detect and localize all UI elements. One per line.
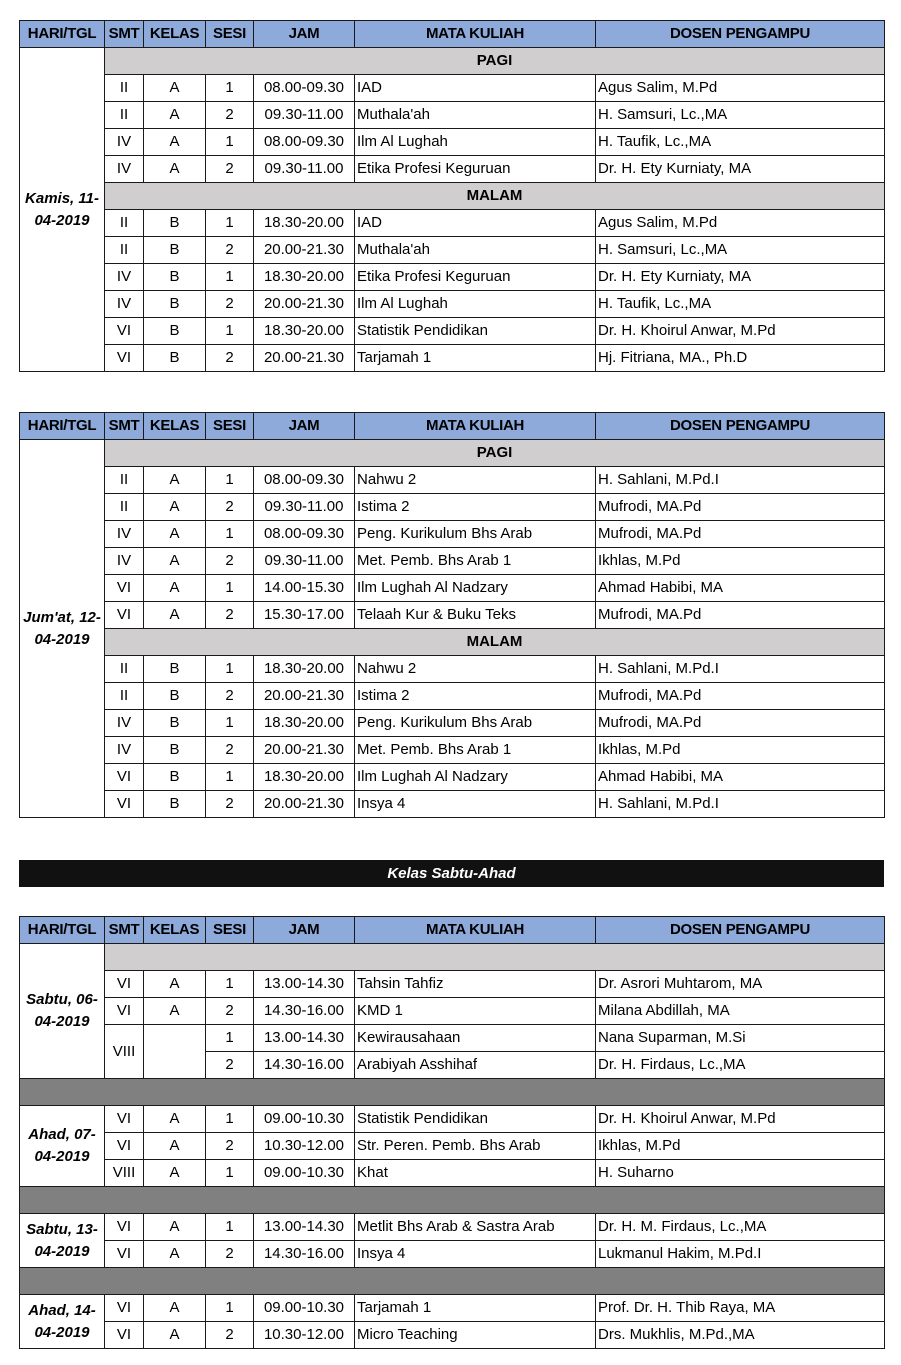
day-date-cell: Kamis, 11-04-2019 bbox=[20, 48, 105, 372]
table-row bbox=[20, 264, 885, 291]
cell-jam: 18.30-20.00 bbox=[254, 710, 355, 737]
cell-smt: VI bbox=[105, 1106, 144, 1133]
table-row bbox=[20, 75, 885, 102]
cell-dosen: Dr. H. Khoirul Anwar, M.Pd bbox=[596, 318, 885, 345]
cell-mata-kuliah: Micro Teaching bbox=[355, 1322, 596, 1349]
cell-sesi: 1 bbox=[206, 467, 254, 494]
cell-dosen: Mufrodi, MA.Pd bbox=[596, 494, 885, 521]
cell-kelas bbox=[144, 1025, 206, 1079]
cell-smt: IV bbox=[105, 548, 144, 575]
cell-sesi: 1 bbox=[206, 129, 254, 156]
cell-jam: 18.30-20.00 bbox=[254, 264, 355, 291]
cell-smt: IV bbox=[105, 129, 144, 156]
cell-mata-kuliah: KMD 1 bbox=[355, 998, 596, 1025]
cell-jam: 08.00-09.30 bbox=[254, 467, 355, 494]
header-hari-tgl: HARI/TGL bbox=[20, 917, 105, 944]
cell-mata-kuliah: IAD bbox=[355, 210, 596, 237]
header-dosen: DOSEN PENGAMPU bbox=[596, 21, 885, 48]
section-label-malam: MALAM bbox=[105, 183, 885, 210]
section-row-pagi bbox=[20, 48, 885, 75]
cell-mata-kuliah: Nahwu 2 bbox=[355, 656, 596, 683]
cell-mata-kuliah: Khat bbox=[355, 1160, 596, 1187]
cell-dosen: H. Suharno bbox=[596, 1160, 885, 1187]
cell-jam: 13.00-14.30 bbox=[254, 1214, 355, 1241]
cell-sesi: 1 bbox=[206, 656, 254, 683]
cell-mata-kuliah: Tarjamah 1 bbox=[355, 1295, 596, 1322]
cell-dosen: Mufrodi, MA.Pd bbox=[596, 521, 885, 548]
table-row bbox=[20, 521, 885, 548]
cell-smt: VI bbox=[105, 998, 144, 1025]
cell-smt: II bbox=[105, 683, 144, 710]
cell-mata-kuliah: Peng. Kurikulum Bhs Arab bbox=[355, 521, 596, 548]
separator-cell bbox=[20, 1079, 885, 1106]
cell-dosen: Dr. Asrori Muhtarom, MA bbox=[596, 971, 885, 998]
cell-sesi: 1 bbox=[206, 521, 254, 548]
cell-sesi: 2 bbox=[206, 1052, 254, 1079]
separator-row bbox=[20, 1268, 885, 1295]
header-dosen: DOSEN PENGAMPU bbox=[596, 917, 885, 944]
table-row bbox=[20, 1214, 885, 1241]
cell-kelas: A bbox=[144, 1241, 206, 1268]
table-row bbox=[20, 494, 885, 521]
cell-sesi: 1 bbox=[206, 210, 254, 237]
cell-jam: 13.00-14.30 bbox=[254, 1025, 355, 1052]
table-row bbox=[20, 656, 885, 683]
section-label-pagi: PAGI bbox=[105, 48, 885, 75]
cell-kelas: A bbox=[144, 102, 206, 129]
cell-smt: IV bbox=[105, 291, 144, 318]
cell-smt: II bbox=[105, 656, 144, 683]
cell-kelas: B bbox=[144, 791, 206, 818]
table-row bbox=[20, 237, 885, 264]
cell-mata-kuliah: Statistik Pendidikan bbox=[355, 318, 596, 345]
cell-mata-kuliah: Etika Profesi Keguruan bbox=[355, 156, 596, 183]
cell-sesi: 2 bbox=[206, 1322, 254, 1349]
cell-sesi: 1 bbox=[206, 575, 254, 602]
cell-sesi: 2 bbox=[206, 494, 254, 521]
table-body bbox=[20, 48, 885, 372]
table-row bbox=[20, 1133, 885, 1160]
cell-jam: 14.30-16.00 bbox=[254, 1241, 355, 1268]
cell-jam: 20.00-21.30 bbox=[254, 291, 355, 318]
cell-mata-kuliah: Nahwu 2 bbox=[355, 467, 596, 494]
cell-sesi: 1 bbox=[206, 75, 254, 102]
cell-jam: 08.00-09.30 bbox=[254, 75, 355, 102]
cell-smt: VI bbox=[105, 764, 144, 791]
cell-kelas: B bbox=[144, 683, 206, 710]
cell-jam: 09.30-11.00 bbox=[254, 548, 355, 575]
cell-smt: VI bbox=[105, 1295, 144, 1322]
header-jam: JAM bbox=[254, 917, 355, 944]
cell-dosen: Dr. H. Firdaus, Lc.,MA bbox=[596, 1052, 885, 1079]
cell-smt: VI bbox=[105, 1322, 144, 1349]
cell-mata-kuliah: Muthala'ah bbox=[355, 102, 596, 129]
table-row bbox=[20, 345, 885, 372]
cell-kelas: A bbox=[144, 998, 206, 1025]
cell-kelas: A bbox=[144, 1133, 206, 1160]
table-header-row bbox=[20, 917, 885, 944]
separator-row bbox=[20, 1187, 885, 1214]
section-row-pagi bbox=[20, 440, 885, 467]
cell-smt: IV bbox=[105, 737, 144, 764]
cell-kelas: B bbox=[144, 318, 206, 345]
cell-dosen: Agus Salim, M.Pd bbox=[596, 75, 885, 102]
cell-smt: VI bbox=[105, 971, 144, 998]
cell-mata-kuliah: Str. Peren. Pemb. Bhs Arab bbox=[355, 1133, 596, 1160]
cell-dosen: Agus Salim, M.Pd bbox=[596, 210, 885, 237]
cell-jam: 09.30-11.00 bbox=[254, 156, 355, 183]
cell-mata-kuliah: Telaah Kur & Buku Teks bbox=[355, 602, 596, 629]
cell-dosen: Ikhlas, M.Pd bbox=[596, 1133, 885, 1160]
cell-jam: 20.00-21.30 bbox=[254, 737, 355, 764]
cell-kelas: A bbox=[144, 1322, 206, 1349]
cell-sesi: 2 bbox=[206, 998, 254, 1025]
schedule-table-jumat bbox=[19, 412, 885, 818]
cell-dosen: Ikhlas, M.Pd bbox=[596, 737, 885, 764]
table-row bbox=[20, 467, 885, 494]
table-row bbox=[20, 291, 885, 318]
cell-smt: VI bbox=[105, 318, 144, 345]
cell-dosen: Ikhlas, M.Pd bbox=[596, 548, 885, 575]
cell-smt: II bbox=[105, 494, 144, 521]
cell-kelas: B bbox=[144, 710, 206, 737]
cell-sesi: 2 bbox=[206, 602, 254, 629]
cell-sesi: 1 bbox=[206, 764, 254, 791]
cell-kelas: B bbox=[144, 210, 206, 237]
cell-smt: VI bbox=[105, 1133, 144, 1160]
cell-smt: IV bbox=[105, 521, 144, 548]
day-date-cell: Ahad, 07-04-2019 bbox=[20, 1106, 105, 1187]
cell-smt: VIII bbox=[105, 1025, 144, 1079]
cell-dosen: Drs. Mukhlis, M.Pd.,MA bbox=[596, 1322, 885, 1349]
header-mata-kuliah: MATA KULIAH bbox=[355, 917, 596, 944]
cell-sesi: 2 bbox=[206, 291, 254, 318]
table-header-row bbox=[20, 413, 885, 440]
cell-dosen: H. Taufik, Lc.,MA bbox=[596, 291, 885, 318]
header-mata-kuliah: MATA KULIAH bbox=[355, 21, 596, 48]
cell-jam: 13.00-14.30 bbox=[254, 971, 355, 998]
cell-dosen: Mufrodi, MA.Pd bbox=[596, 683, 885, 710]
cell-jam: 08.00-09.30 bbox=[254, 129, 355, 156]
cell-dosen: Mufrodi, MA.Pd bbox=[596, 602, 885, 629]
section-label-pagi: PAGI bbox=[105, 440, 885, 467]
cell-jam: 09.00-10.30 bbox=[254, 1295, 355, 1322]
cell-mata-kuliah: Kewirausahaan bbox=[355, 1025, 596, 1052]
cell-dosen: Prof. Dr. H. Thib Raya, MA bbox=[596, 1295, 885, 1322]
cell-jam: 20.00-21.30 bbox=[254, 683, 355, 710]
cell-sesi: 1 bbox=[206, 1295, 254, 1322]
cell-dosen: Nana Suparman, M.Si bbox=[596, 1025, 885, 1052]
cell-kelas: B bbox=[144, 345, 206, 372]
cell-sesi: 2 bbox=[206, 791, 254, 818]
day-date-cell: Sabtu, 06-04-2019 bbox=[20, 944, 105, 1079]
header-kelas: KELAS bbox=[144, 413, 206, 440]
table-row bbox=[20, 602, 885, 629]
cell-sesi: 2 bbox=[206, 345, 254, 372]
cell-dosen: Dr. H. M. Firdaus, Lc.,MA bbox=[596, 1214, 885, 1241]
table-body bbox=[20, 944, 885, 1349]
cell-kelas: B bbox=[144, 656, 206, 683]
cell-dosen: Dr. H. Ety Kurniaty, MA bbox=[596, 156, 885, 183]
cell-kelas: A bbox=[144, 602, 206, 629]
cell-kelas: A bbox=[144, 1295, 206, 1322]
separator-cell bbox=[20, 1268, 885, 1295]
cell-smt: VI bbox=[105, 575, 144, 602]
cell-kelas: A bbox=[144, 521, 206, 548]
cell-dosen: Lukmanul Hakim, M.Pd.I bbox=[596, 1241, 885, 1268]
table-row bbox=[20, 1025, 885, 1052]
table-row bbox=[20, 1160, 885, 1187]
section-label-malam: MALAM bbox=[105, 629, 885, 656]
table-row bbox=[20, 683, 885, 710]
cell-smt: VI bbox=[105, 1214, 144, 1241]
cell-dosen: Ahmad Habibi, MA bbox=[596, 764, 885, 791]
cell-kelas: B bbox=[144, 291, 206, 318]
schedule-table-sabtu-ahad bbox=[19, 916, 885, 1349]
cell-mata-kuliah: Ilm Al Lughah bbox=[355, 291, 596, 318]
header-sesi: SESI bbox=[206, 21, 254, 48]
cell-mata-kuliah: Tarjamah 1 bbox=[355, 345, 596, 372]
cell-smt: VI bbox=[105, 602, 144, 629]
cell-smt: II bbox=[105, 75, 144, 102]
cell-smt: IV bbox=[105, 264, 144, 291]
cell-jam: 18.30-20.00 bbox=[254, 318, 355, 345]
separator-row bbox=[20, 1079, 885, 1106]
table-row bbox=[20, 764, 885, 791]
cell-kelas: A bbox=[144, 548, 206, 575]
cell-kelas: A bbox=[144, 1106, 206, 1133]
cell-mata-kuliah: Ilm Lughah Al Nadzary bbox=[355, 575, 596, 602]
cell-smt: II bbox=[105, 102, 144, 129]
header-sesi: SESI bbox=[206, 413, 254, 440]
cell-jam: 09.00-10.30 bbox=[254, 1106, 355, 1133]
cell-smt: II bbox=[105, 467, 144, 494]
section-row-malam bbox=[20, 629, 885, 656]
cell-sesi: 1 bbox=[206, 710, 254, 737]
cell-mata-kuliah: Metlit Bhs Arab & Sastra Arab bbox=[355, 1214, 596, 1241]
cell-kelas: A bbox=[144, 575, 206, 602]
schedule-table-kamis bbox=[19, 20, 885, 372]
header-jam: JAM bbox=[254, 413, 355, 440]
cell-jam: 08.00-09.30 bbox=[254, 521, 355, 548]
header-mata-kuliah: MATA KULIAH bbox=[355, 413, 596, 440]
cell-jam: 20.00-21.30 bbox=[254, 237, 355, 264]
header-kelas: KELAS bbox=[144, 917, 206, 944]
cell-jam: 14.00-15.30 bbox=[254, 575, 355, 602]
cell-smt: II bbox=[105, 210, 144, 237]
table-row bbox=[20, 129, 885, 156]
header-smt: SMT bbox=[105, 917, 144, 944]
cell-mata-kuliah: Ilm Al Lughah bbox=[355, 129, 596, 156]
table-row bbox=[20, 548, 885, 575]
section-row-empty bbox=[20, 944, 885, 971]
cell-jam: 09.30-11.00 bbox=[254, 494, 355, 521]
cell-sesi: 1 bbox=[206, 1214, 254, 1241]
cell-kelas: A bbox=[144, 75, 206, 102]
header-hari-tgl: HARI/TGL bbox=[20, 413, 105, 440]
cell-sesi: 1 bbox=[206, 1025, 254, 1052]
cell-kelas: A bbox=[144, 156, 206, 183]
cell-smt: VI bbox=[105, 1241, 144, 1268]
cell-dosen: H. Sahlani, M.Pd.I bbox=[596, 656, 885, 683]
cell-sesi: 1 bbox=[206, 1106, 254, 1133]
cell-sesi: 2 bbox=[206, 237, 254, 264]
section-banner-sabtu-ahad: Kelas Sabtu-Ahad bbox=[19, 860, 884, 887]
cell-kelas: B bbox=[144, 237, 206, 264]
cell-dosen: Hj. Fitriana, MA., Ph.D bbox=[596, 345, 885, 372]
table-row bbox=[20, 1295, 885, 1322]
table-header-row bbox=[20, 21, 885, 48]
cell-sesi: 2 bbox=[206, 737, 254, 764]
cell-sesi: 1 bbox=[206, 318, 254, 345]
cell-sesi: 1 bbox=[206, 971, 254, 998]
table-row bbox=[20, 1106, 885, 1133]
day-date-cell: Sabtu, 13-04-2019 bbox=[20, 1214, 105, 1268]
header-dosen: DOSEN PENGAMPU bbox=[596, 413, 885, 440]
cell-kelas: A bbox=[144, 971, 206, 998]
table-row bbox=[20, 210, 885, 237]
separator-cell bbox=[20, 1187, 885, 1214]
cell-jam: 10.30-12.00 bbox=[254, 1322, 355, 1349]
cell-dosen: Ahmad Habibi, MA bbox=[596, 575, 885, 602]
cell-dosen: Dr. H. Ety Kurniaty, MA bbox=[596, 264, 885, 291]
cell-dosen: Mufrodi, MA.Pd bbox=[596, 710, 885, 737]
cell-dosen: H. Samsuri, Lc.,MA bbox=[596, 102, 885, 129]
cell-jam: 18.30-20.00 bbox=[254, 656, 355, 683]
cell-smt: IV bbox=[105, 156, 144, 183]
cell-sesi: 1 bbox=[206, 264, 254, 291]
table-row bbox=[20, 1241, 885, 1268]
cell-jam: 20.00-21.30 bbox=[254, 345, 355, 372]
header-smt: SMT bbox=[105, 413, 144, 440]
cell-jam: 18.30-20.00 bbox=[254, 210, 355, 237]
table-body bbox=[20, 440, 885, 818]
cell-kelas: A bbox=[144, 467, 206, 494]
cell-dosen: H. Sahlani, M.Pd.I bbox=[596, 791, 885, 818]
cell-sesi: 2 bbox=[206, 548, 254, 575]
cell-jam: 15.30-17.00 bbox=[254, 602, 355, 629]
cell-mata-kuliah: Istima 2 bbox=[355, 494, 596, 521]
cell-mata-kuliah: Insya 4 bbox=[355, 1241, 596, 1268]
table-row bbox=[20, 971, 885, 998]
cell-smt: VIII bbox=[105, 1160, 144, 1187]
table-row bbox=[20, 710, 885, 737]
table-row bbox=[20, 737, 885, 764]
cell-jam: 14.30-16.00 bbox=[254, 1052, 355, 1079]
cell-mata-kuliah: Peng. Kurikulum Bhs Arab bbox=[355, 710, 596, 737]
cell-kelas: A bbox=[144, 129, 206, 156]
table-row bbox=[20, 318, 885, 345]
cell-mata-kuliah: Tahsin Tahfiz bbox=[355, 971, 596, 998]
cell-jam: 20.00-21.30 bbox=[254, 791, 355, 818]
cell-jam: 10.30-12.00 bbox=[254, 1133, 355, 1160]
cell-mata-kuliah: Ilm Lughah Al Nadzary bbox=[355, 764, 596, 791]
day-date-cell: Ahad, 14-04-2019 bbox=[20, 1295, 105, 1349]
header-sesi: SESI bbox=[206, 917, 254, 944]
table-row bbox=[20, 156, 885, 183]
cell-smt: IV bbox=[105, 710, 144, 737]
cell-mata-kuliah: IAD bbox=[355, 75, 596, 102]
header-kelas: KELAS bbox=[144, 21, 206, 48]
cell-dosen: H. Taufik, Lc.,MA bbox=[596, 129, 885, 156]
header-hari-tgl: HARI/TGL bbox=[20, 21, 105, 48]
cell-sesi: 2 bbox=[206, 1241, 254, 1268]
cell-dosen: H. Samsuri, Lc.,MA bbox=[596, 237, 885, 264]
cell-smt: II bbox=[105, 237, 144, 264]
cell-sesi: 2 bbox=[206, 102, 254, 129]
cell-jam: 09.00-10.30 bbox=[254, 1160, 355, 1187]
cell-dosen: Milana Abdillah, MA bbox=[596, 998, 885, 1025]
cell-jam: 09.30-11.00 bbox=[254, 102, 355, 129]
cell-kelas: A bbox=[144, 1214, 206, 1241]
table-row bbox=[20, 102, 885, 129]
header-smt: SMT bbox=[105, 21, 144, 48]
table-row bbox=[20, 1322, 885, 1349]
cell-kelas: A bbox=[144, 1160, 206, 1187]
table-row bbox=[20, 791, 885, 818]
cell-mata-kuliah: Muthala'ah bbox=[355, 237, 596, 264]
cell-mata-kuliah: Statistik Pendidikan bbox=[355, 1106, 596, 1133]
cell-kelas: A bbox=[144, 494, 206, 521]
cell-jam: 18.30-20.00 bbox=[254, 764, 355, 791]
table-row bbox=[20, 998, 885, 1025]
cell-smt: VI bbox=[105, 791, 144, 818]
cell-kelas: B bbox=[144, 764, 206, 791]
cell-smt: VI bbox=[105, 345, 144, 372]
section-row-malam bbox=[20, 183, 885, 210]
cell-mata-kuliah: Met. Pemb. Bhs Arab 1 bbox=[355, 737, 596, 764]
day-date-cell: Jum'at, 12-04-2019 bbox=[20, 440, 105, 818]
cell-dosen: H. Sahlani, M.Pd.I bbox=[596, 467, 885, 494]
cell-sesi: 2 bbox=[206, 683, 254, 710]
cell-mata-kuliah: Etika Profesi Keguruan bbox=[355, 264, 596, 291]
cell-mata-kuliah: Met. Pemb. Bhs Arab 1 bbox=[355, 548, 596, 575]
cell-mata-kuliah: Arabiyah Asshihaf bbox=[355, 1052, 596, 1079]
cell-kelas: B bbox=[144, 264, 206, 291]
cell-mata-kuliah: Istima 2 bbox=[355, 683, 596, 710]
cell-jam: 14.30-16.00 bbox=[254, 998, 355, 1025]
cell-dosen: Dr. H. Khoirul Anwar, M.Pd bbox=[596, 1106, 885, 1133]
cell-sesi: 2 bbox=[206, 1133, 254, 1160]
cell-sesi: 2 bbox=[206, 156, 254, 183]
cell-mata-kuliah: Insya 4 bbox=[355, 791, 596, 818]
table-row bbox=[20, 575, 885, 602]
section-label-empty bbox=[105, 944, 885, 971]
cell-sesi: 1 bbox=[206, 1160, 254, 1187]
cell-kelas: B bbox=[144, 737, 206, 764]
header-jam: JAM bbox=[254, 21, 355, 48]
